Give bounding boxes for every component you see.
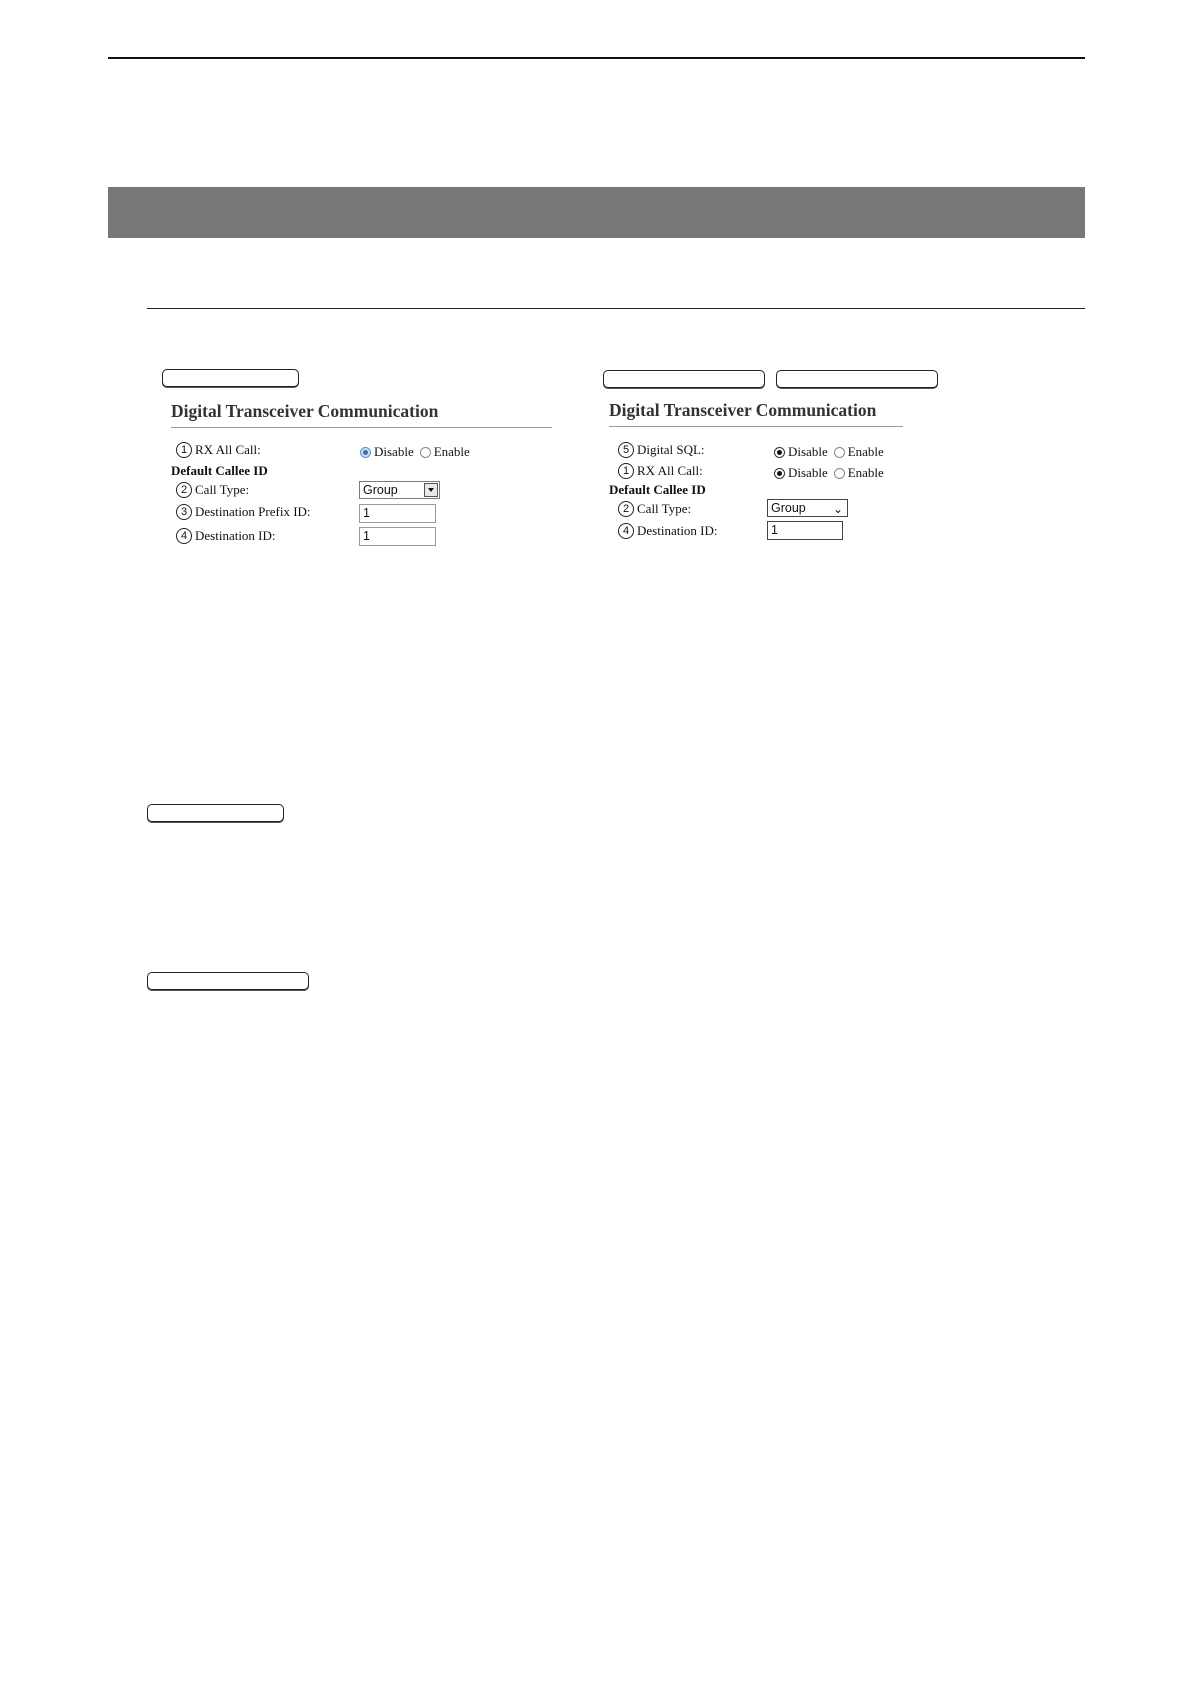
left-panel-title-underline — [171, 427, 552, 428]
model-tag-right-1 — [603, 370, 765, 388]
digital-sql-label: Digital SQL: — [637, 442, 705, 457]
digital-sql-disable-label: Disable — [788, 444, 828, 459]
dest-prefix-input[interactable]: 1 — [359, 504, 436, 523]
callout-number: 1 — [618, 463, 634, 479]
callout-number: 4 — [176, 528, 192, 544]
left-dest-prefix-row — [176, 504, 311, 520]
chevron-down-icon[interactable]: ⌄ — [832, 502, 843, 516]
model-tag-right-2 — [776, 370, 938, 388]
default-callee-heading: Default Callee ID — [171, 463, 268, 478]
left-call-type-row — [176, 482, 249, 498]
right-digital-sql-radios — [774, 444, 890, 460]
digital-sql-enable-label: Enable — [847, 444, 884, 459]
rx-all-call-label: RX All Call: — [637, 463, 703, 478]
dropdown-arrow-icon[interactable] — [424, 483, 438, 497]
call-type-value: Group — [771, 501, 806, 515]
callout-number: 4 — [618, 523, 634, 539]
right-call-type-row — [618, 501, 691, 517]
dest-id-input[interactable]: 1 — [359, 527, 436, 546]
default-callee-heading: Default Callee ID — [609, 482, 706, 497]
callout-number: 2 — [176, 482, 192, 498]
dest-id-label: Destination ID: — [195, 528, 276, 543]
dest-id-input[interactable]: 1 — [767, 521, 843, 540]
right-digital-sql-row — [618, 442, 705, 458]
rx-all-call-label: RX All Call: — [195, 442, 261, 457]
call-type-value: Group — [363, 483, 398, 497]
header-rule — [108, 57, 1085, 59]
rx-all-call-disable-radio[interactable] — [774, 468, 785, 479]
callout-number: 3 — [176, 504, 192, 520]
digital-sql-disable-radio[interactable] — [774, 447, 785, 458]
left-panel-title: Digital Transceiver Communication — [171, 401, 439, 421]
model-tag-left — [162, 369, 299, 387]
rx-all-call-enable-label: Enable — [433, 444, 470, 459]
section-rule — [147, 308, 1085, 309]
callout-number: 1 — [176, 442, 192, 458]
right-panel-title: Digital Transceiver Communication — [609, 400, 877, 420]
call-type-select[interactable] — [767, 499, 848, 517]
call-type-label: Call Type: — [195, 482, 250, 497]
digital-sql-enable-radio[interactable] — [834, 447, 845, 458]
model-tag-lower-1 — [147, 804, 284, 822]
callout-number: 5 — [618, 442, 634, 458]
callout-number: 2 — [618, 501, 634, 517]
rx-all-call-disable-label: Disable — [788, 465, 828, 480]
section-header-bar — [108, 187, 1085, 238]
right-dest-id-row — [618, 523, 718, 539]
right-rx-all-call-radios — [774, 465, 890, 481]
model-tag-lower-2 — [147, 972, 309, 990]
left-dest-id-row — [176, 528, 276, 544]
dest-id-label: Destination ID: — [637, 523, 718, 538]
right-rx-all-call-row — [618, 463, 703, 479]
rx-all-call-enable-radio[interactable] — [420, 447, 431, 458]
rx-all-call-disable-label: Disable — [374, 444, 414, 459]
left-rx-all-call-radios — [360, 444, 476, 460]
rx-all-call-enable-radio[interactable] — [834, 468, 845, 479]
call-type-label: Call Type: — [637, 501, 692, 516]
call-type-select[interactable] — [359, 481, 440, 499]
rx-all-call-enable-label: Enable — [847, 465, 884, 480]
left-rx-all-call-label-row — [176, 442, 261, 458]
right-panel-title-underline — [609, 426, 903, 427]
dest-prefix-label: Destination Prefix ID: — [195, 504, 311, 519]
rx-all-call-disable-radio[interactable] — [360, 447, 371, 458]
